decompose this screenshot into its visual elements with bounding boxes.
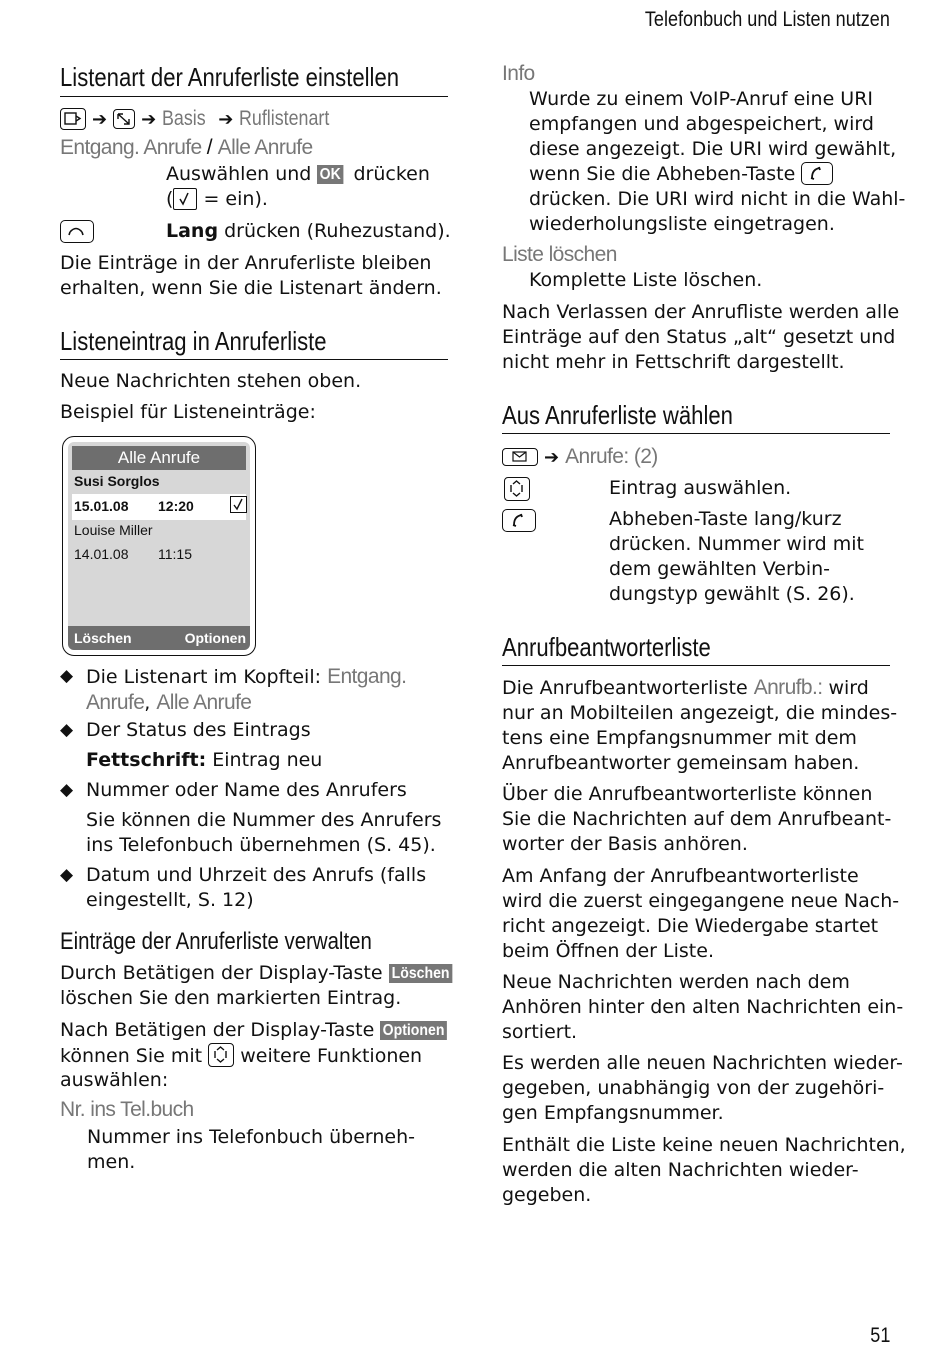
- paragraph-line: nur an Mobilteilen angezeigt, die mindes-: [502, 702, 898, 724]
- navigation-key-icon: [208, 1043, 234, 1067]
- bullet-diamond-icon: ◆: [60, 720, 74, 740]
- paragraph: [502, 970, 903, 1045]
- paragraph-line: werden die alten Nachrichten wieder-: [502, 1159, 859, 1181]
- paragraph-text: können Sie mit: [60, 1045, 203, 1067]
- navigation-key-icon: [504, 477, 530, 501]
- end-call-icon: [60, 220, 94, 243]
- paragraph-line: [60, 1043, 422, 1069]
- softkey-loeschen: Löschen: [74, 630, 132, 646]
- paragraph-line: gegeben.: [502, 1184, 592, 1206]
- bullet-text: Datum und Uhrzeit des Anrufs (falls: [86, 864, 427, 886]
- paragraph-text: Die Anrufbeantworterliste: [502, 677, 748, 699]
- entry2-date: 14.01.08: [74, 546, 129, 562]
- step-line: Abheben-Taste lang/kurz: [609, 508, 842, 530]
- paragraph-text: löschen Sie den markierten Eintrag.: [60, 987, 402, 1009]
- arrow-icon: ➔: [218, 108, 234, 130]
- display-screen: [68, 442, 250, 650]
- list-item: [60, 778, 450, 858]
- heading-rule: [502, 665, 890, 666]
- message-key-icon: [502, 448, 538, 466]
- step-line: dem gewählten Verbin-: [609, 558, 831, 580]
- paragraph-line: Nach Verlassen der Anrufliste werden alle: [502, 301, 900, 323]
- option-separator: /: [206, 136, 213, 159]
- paragraph-line: Über die Anrufbeantworterliste können: [502, 783, 873, 805]
- paragraph-line: nicht mehr in Fettschrift dargestellt.: [502, 351, 845, 373]
- paragraph-text: Nach Betätigen der Display-Taste: [60, 1019, 375, 1041]
- checkbox-checked-icon: [173, 188, 197, 210]
- paragraph: Beispiel für Listeneinträge:: [60, 401, 316, 423]
- paragraph-line: tens eine Empfangsnummer mit dem: [502, 727, 857, 749]
- option-line: [60, 136, 313, 160]
- paragraph-text: wird: [828, 677, 869, 699]
- info-line: [529, 162, 905, 187]
- option-entgang: Entgang. Anrufe: [60, 136, 202, 159]
- bullet-text: Nummer oder Name des Anrufers: [86, 779, 407, 801]
- bullet-list: [60, 664, 450, 913]
- bullet-sub: [86, 748, 450, 773]
- step-line: dungstyp gewählt (S. 26).: [609, 583, 855, 605]
- paragraph-line: Es werden alle neuen Nachrichten wieder-: [502, 1052, 903, 1074]
- step-call: [609, 507, 864, 607]
- arrow-icon: ➔: [141, 108, 157, 130]
- page-number: 51: [869, 1324, 890, 1347]
- label-anrufb: Anrufb.:: [753, 676, 823, 699]
- info-line: wiederholungsliste eingetragen.: [529, 213, 835, 235]
- menu-key-icon: [60, 108, 86, 130]
- paragraph: [502, 1133, 906, 1208]
- info-line: empfangen und abgespeichert, wird: [529, 113, 874, 135]
- list-item: [60, 863, 450, 913]
- menu-path: [502, 444, 658, 470]
- paragraph-text: auswählen:: [60, 1069, 169, 1091]
- liste-loeschen-desc: Komplette Liste löschen.: [529, 269, 763, 291]
- paragraph-line: Neue Nachrichten werden nach dem: [502, 971, 850, 993]
- call-key-icon: [502, 509, 536, 532]
- info-text-part: wenn Sie die Abheben-Taste: [529, 163, 796, 185]
- step-text: drücken (Ruhezustand).: [224, 220, 451, 242]
- running-header: Telefonbuch und Listen nutzen: [644, 8, 890, 31]
- paragraph: [502, 864, 899, 964]
- menu-path: [60, 106, 346, 132]
- option-label: Nr. ins Tel.buch: [60, 1098, 194, 1121]
- paragraph-line: worter der Basis anhören.: [502, 833, 748, 855]
- option-alle: Alle Anrufe: [217, 136, 313, 159]
- option-nr-ins-telbuch: [60, 1098, 194, 1122]
- paragraph-line: sortiert.: [502, 1021, 578, 1043]
- paragraph-line: [502, 675, 897, 701]
- step-long-press: [166, 219, 451, 244]
- step-text: Eintrag auswählen.: [609, 477, 792, 499]
- option-desc: men.: [87, 1151, 136, 1173]
- step-text: drücken: [353, 163, 430, 185]
- comma: ,: [144, 692, 151, 714]
- paragraph-text: Durch Betätigen der Display-Taste: [60, 962, 383, 984]
- info-line: diese angezeigt. Die URI wird gewählt,: [529, 138, 897, 160]
- bold-lang: Lang: [166, 220, 219, 242]
- bullet-sub-text: ins Telefonbuch übernehmen (S. 45).: [86, 834, 436, 856]
- label-anrufe: Anrufe: [86, 691, 145, 714]
- call-key-icon: [801, 162, 833, 185]
- paragraph: [502, 675, 897, 776]
- bullet-sub-text: Sie können die Nummer des Anrufers: [86, 809, 442, 831]
- bullet-diamond-icon: ◆: [60, 865, 74, 885]
- list-item: [60, 718, 450, 773]
- option-label: Liste löschen: [502, 243, 617, 266]
- bullet-diamond-icon: ◆: [60, 666, 74, 686]
- info-line: Wurde zu einem VoIP-Anruf eine URI: [529, 88, 874, 110]
- arrow-icon: ➔: [544, 446, 560, 468]
- step-checkbox-note: [166, 187, 268, 212]
- label-entgang: Entgang.: [327, 665, 407, 688]
- section-heading-listeneintrag: Listeneintrag in Anruferliste: [60, 326, 327, 356]
- paragraph-line: richt angezeigt. Die Wiedergabe startet: [502, 915, 879, 937]
- paragraph-text: weitere Funktionen: [240, 1045, 423, 1067]
- step-text: = ein).: [203, 188, 268, 210]
- display-key-optionen: Optionen: [380, 1021, 447, 1040]
- menu-item-anrufe: Anrufe: (2): [565, 445, 658, 468]
- paragraph-line: Einträge auf den Status „alt“ gesetzt und: [502, 326, 896, 348]
- section-heading-listenart: Listenart der Anruferliste einstellen: [60, 62, 400, 92]
- entry1-date: 15.01.08: [74, 498, 129, 514]
- paragraph: [60, 961, 460, 986]
- display-title: Alle Anrufe: [72, 446, 246, 470]
- paragraph-line: Am Anfang der Anrufbeantworterliste: [502, 865, 859, 887]
- ok-key: OK: [317, 165, 343, 184]
- display-key-loeschen: Löschen: [389, 964, 452, 983]
- label-alle-anrufe: Alle Anrufe: [156, 691, 252, 714]
- entry1-name: Susi Sorglos: [74, 473, 160, 489]
- section-heading-anrufbeantworterliste: Anrufbeantworterliste: [502, 632, 711, 662]
- paragraph: [60, 1018, 457, 1043]
- bullet-sub-text: Eintrag neu: [212, 749, 323, 771]
- step-select: [166, 162, 430, 187]
- paragraph: [502, 782, 891, 857]
- heading-rule: [60, 96, 448, 97]
- info-text: [529, 87, 905, 237]
- paragraph-line: Anrufbeantworter gemeinsam haben.: [502, 752, 860, 774]
- paragraph-line: Enthält die Liste keine neuen Nachrichten,: [502, 1134, 906, 1156]
- settings-icon: [113, 109, 135, 129]
- paragraph-line: gen Empfangsnummer.: [502, 1102, 724, 1124]
- entry2-name: Louise Miller: [74, 522, 153, 538]
- paragraph-line: Anhören hinter den alten Nachrichten ein-: [502, 996, 904, 1018]
- bullet-text: Die Listenart im Kopfteil:: [86, 666, 322, 688]
- step-line: drücken. Nummer wird mit: [609, 533, 864, 555]
- option-label: Info: [502, 62, 535, 85]
- paragraph: [502, 300, 899, 375]
- paragraph: [502, 1051, 903, 1126]
- arrow-icon: ➔: [92, 108, 108, 130]
- paren: (: [166, 188, 174, 210]
- bullet-text: Der Status des Eintrags: [86, 719, 311, 741]
- paragraph-line: beim Öffnen der Liste.: [502, 940, 714, 962]
- entry1-time: 12:20: [158, 498, 194, 514]
- bullet-diamond-icon: ◆: [60, 780, 74, 800]
- menu-item-ruflistenart: Ruflistenart: [239, 107, 330, 130]
- option-desc: Nummer ins Telefonbuch überneh-: [87, 1126, 415, 1148]
- liste-loeschen-label: [502, 243, 617, 267]
- paragraph-line: gegeben, unabhängig von der zugehöri-: [502, 1077, 885, 1099]
- phone-display-illustration: [62, 436, 256, 656]
- paragraph-line: wird die zuerst eingegangene neue Nach-: [502, 890, 900, 912]
- info-line: drücken. Die URI wird nicht in die Wahl-: [529, 188, 906, 210]
- paragraph: Neue Nachrichten stehen oben.: [60, 370, 362, 392]
- softkey-bar: [68, 626, 250, 650]
- listenart-note: Die Einträge in der Anruferliste bleiben erhalten, wenn Sie die Listenart ändern.: [60, 252, 442, 299]
- bullet-text: eingestellt, S. 12): [86, 889, 254, 911]
- checkbox-checked-icon: [230, 496, 247, 513]
- subsection-heading-verwalten: Einträge der Anruferliste verwalten: [60, 928, 372, 955]
- bold-fettschrift: Fettschrift:: [86, 749, 207, 771]
- entry2-time: 11:15: [158, 546, 192, 562]
- step-text: Auswählen und: [166, 163, 312, 185]
- paragraph-line: Sie die Nachrichten auf dem Anrufbeant-: [502, 808, 892, 830]
- section-heading-aus-anruferliste: Aus Anruferliste wählen: [502, 400, 733, 430]
- softkey-optionen: Optionen: [184, 630, 246, 646]
- menu-item-basis: Basis: [162, 107, 206, 130]
- heading-rule: [502, 433, 890, 434]
- list-item: [60, 664, 450, 714]
- info-label: [502, 62, 535, 86]
- heading-rule: [60, 359, 448, 360]
